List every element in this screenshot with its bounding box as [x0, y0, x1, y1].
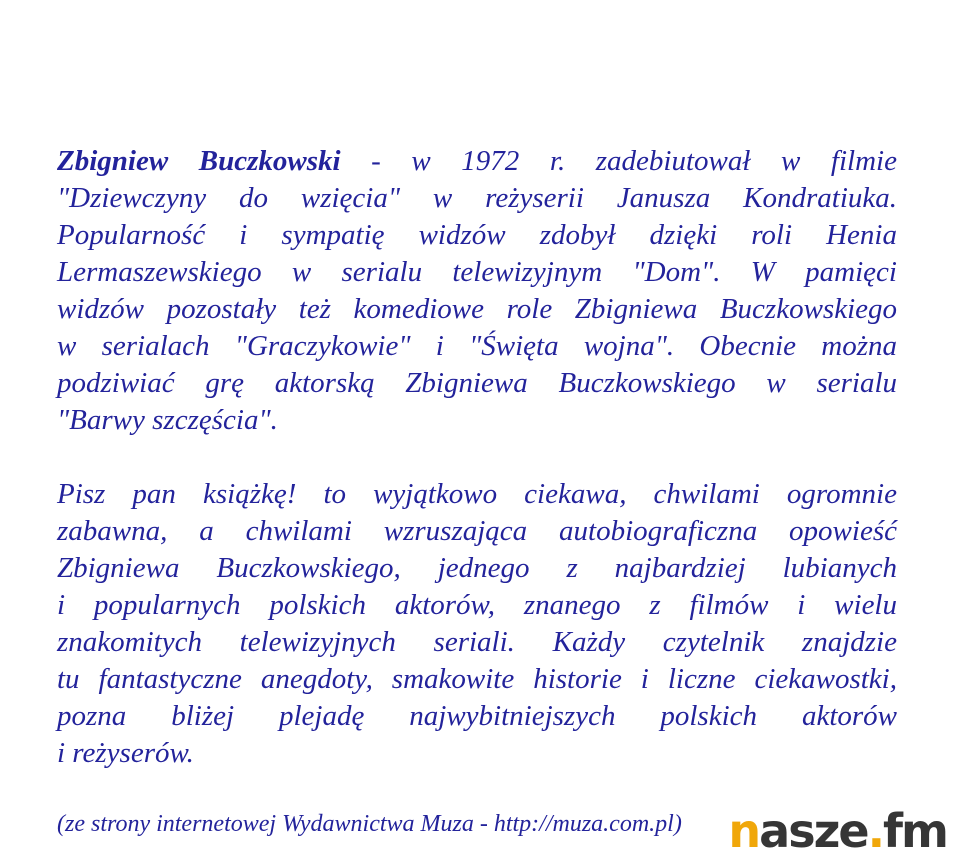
logo-dot: .	[867, 804, 884, 858]
logo-letter-n: n	[728, 804, 760, 858]
text-line: znakomitych telewizyjnych seriali. Każdy czytelnik znajdzie	[57, 626, 897, 658]
text-line	[57, 143, 897, 180]
text-line: i popularnych polskich aktorów, znanego z filmów i wielu	[57, 589, 897, 621]
paragraph-bio	[57, 143, 897, 439]
paragraph-review	[57, 476, 897, 772]
text-line: widzów pozostały też komediowe role Zbigniewa Buczkowskiego	[57, 293, 897, 325]
text-line: w serialach "Graczykowie" i "Święta wojna". Obecnie można	[57, 330, 897, 362]
text-line: "Barwy szczęścia".	[57, 404, 278, 436]
logo-letters-asze: asze	[759, 804, 868, 858]
text-line-rest: - w 1972 r. zadebiutował w filmie	[340, 145, 897, 177]
nasze-fm-logo	[728, 804, 947, 858]
text-line: tu fantastyczne anegdoty, smakowite historie i liczne ciekawostki,	[57, 663, 897, 695]
text-line: zabawna, a chwilami wzruszająca autobiograficzna opowieść	[57, 515, 897, 547]
text-line: i reżyserów.	[57, 737, 194, 769]
source-note: (ze strony internetowej Wydawnictwa Muza - http://muza.com.pl)	[57, 811, 682, 837]
text-line: Zbigniewa Buczkowskiego, jednego z najbardziej lubianych	[57, 552, 897, 584]
text-line: Popularność i sympatię widzów zdobył dzięki roli Henia	[57, 219, 897, 251]
article-text-block	[57, 143, 897, 839]
text-line: pozna bliżej plejadę najwybitniejszych polskich aktorów	[57, 700, 897, 732]
text-line: Lermaszewskiego w serialu telewizyjnym "Dom". W pamięci	[57, 256, 897, 288]
logo-letters-fm: fm	[883, 804, 947, 858]
text-line: Pisz pan książkę! to wyjątkowo ciekawa, chwilami ogromnie	[57, 478, 897, 510]
text-line: "Dziewczyny do wzięcia" w reżyserii Janusza Kondratiuka.	[57, 182, 897, 214]
text-line: podziwiać grę aktorską Zbigniewa Buczkowskiego w serialu	[57, 367, 897, 399]
author-name-bold: Zbigniew Buczkowski	[57, 145, 341, 177]
